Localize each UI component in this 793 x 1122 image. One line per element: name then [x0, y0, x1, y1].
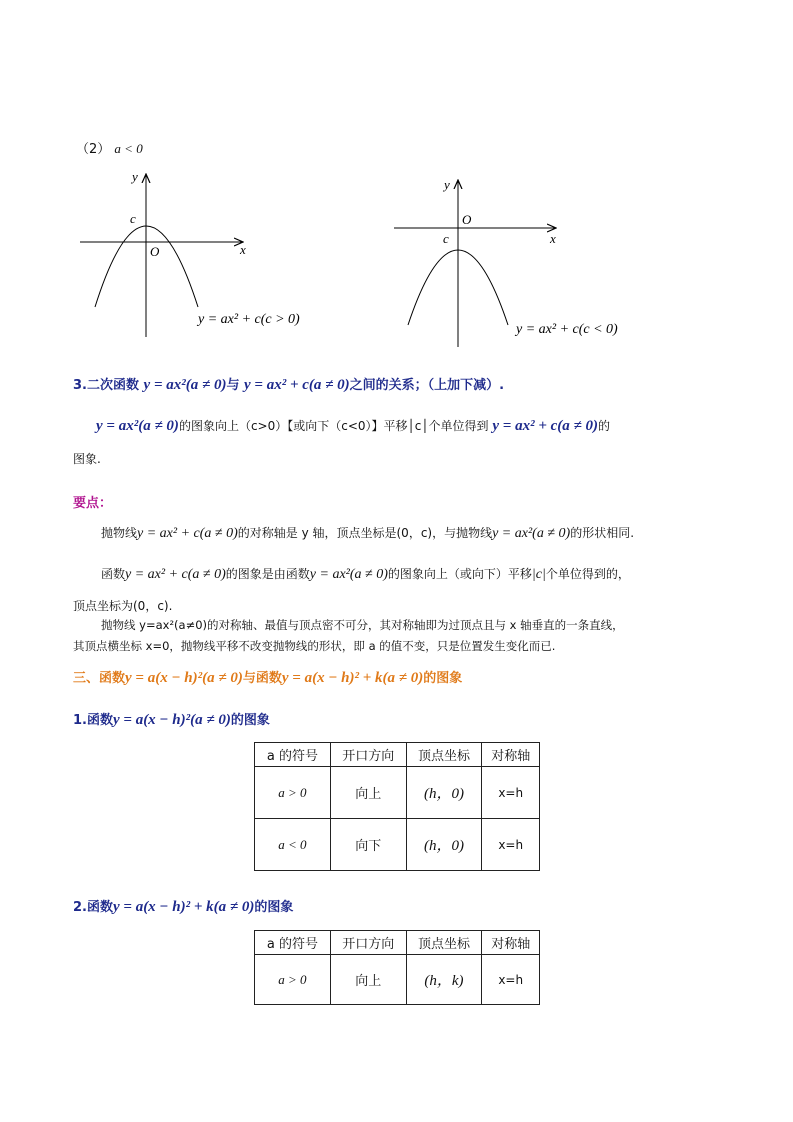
subsection-1-heading: 1.函数y = a(x − h)²(a ≠ 0)的图象 [73, 712, 270, 728]
subsection-2-heading: 2.函数y = a(x − h)² + k(a ≠ 0)的图象 [73, 899, 294, 915]
shift-paragraph-line1: y = ax²(a ≠ 0)的图象向上（c>0）【或向下（c<0）】平移│c│个单位得到 y = ax² + c(a ≠ 0)的 [96, 418, 611, 434]
x-axis-label: x [240, 242, 246, 257]
keypoint-2-line2: 顶点坐标为(0，c). [73, 599, 173, 613]
keypoint-3-line1: 抛物线 y=ax²(a≠0)的对称轴、最值与顶点密不可分，其对称轴即为过顶点且与 x 轴垂直的一条直线， [101, 618, 624, 632]
table-cell: 向上 [330, 767, 406, 819]
header-cell: 开口方向 [330, 743, 406, 767]
parabola-graph-c-positive [70, 165, 330, 345]
header-cell: 开口方向 [330, 931, 406, 955]
table-cell: a > 0 [255, 955, 331, 1005]
header-cell: 顶点坐标 [406, 743, 482, 767]
table-header-row [255, 931, 540, 955]
y-axis-label: y [444, 177, 450, 192]
table-cell: (h，0) [406, 819, 482, 871]
keypoint-1: 抛物线y = ax² + c(a ≠ 0)的对称轴是 y 轴，顶点坐标是(0，c)，与抛物线y = ax²(a ≠ 0)的形状相同. [101, 526, 635, 541]
table-cell: a > 0 [255, 767, 331, 819]
table-header-row [255, 743, 540, 767]
keypoint-3-line2: 其顶点横坐标 x=0，抛物线平移不改变抛物线的形状，即 a 的值不变，只是位置发生变化而已. [73, 639, 556, 653]
table-1 [254, 742, 540, 871]
table-cell: a < 0 [255, 819, 331, 871]
header-cell: 对称轴 [482, 743, 540, 767]
graph-equation: y = ax² + c(c < 0) [516, 322, 618, 337]
header-cell: a 的符号 [255, 743, 331, 767]
table-cell: (h，k) [406, 955, 482, 1005]
header-cell: a 的符号 [255, 931, 331, 955]
table-row [255, 819, 540, 871]
shift-paragraph-line2: 图象. [73, 452, 101, 466]
table-cell: 向上 [330, 955, 406, 1005]
header-cell: 对称轴 [482, 931, 540, 955]
graph-equation: y = ax² + c(c > 0) [198, 312, 300, 327]
keypoint-2-line1: 函数y = ax² + c(a ≠ 0)的图象是由函数y = ax²(a ≠ 0)的图象向上（或向下）平移|c|个单位得到的， [101, 567, 630, 582]
origin-label: O [150, 244, 160, 259]
case-label: （2） a < 0 [76, 141, 143, 157]
section-3-heading: 3.二次函数 y = ax²(a ≠ 0)与 y = ax² + c(a ≠ 0)之间的关系；（上加下减）. [73, 377, 505, 393]
origin-label: O [462, 212, 472, 227]
table-2 [254, 930, 540, 1005]
x-axis-label: x [550, 231, 556, 246]
table-row [255, 955, 540, 1005]
table-cell: 向下 [330, 819, 406, 871]
c-label: c [130, 211, 136, 226]
section-three-heading: 三、函数y = a(x − h)²(a ≠ 0)与函数y = a(x − h)² + k(a ≠ 0)的图象 [73, 670, 463, 686]
table-row [255, 767, 540, 819]
case-condition: a < 0 [114, 141, 143, 156]
table-cell: x=h [482, 819, 540, 871]
table-cell: x=h [482, 767, 540, 819]
c-label: c [443, 231, 449, 246]
header-cell: 顶点坐标 [406, 931, 482, 955]
parabola-graph-c-negative [392, 175, 652, 355]
y-axis-label: y [132, 169, 138, 184]
keypoints-title: 要点： [73, 496, 113, 511]
table-cell: x=h [482, 955, 540, 1005]
table-cell: (h，0) [406, 767, 482, 819]
